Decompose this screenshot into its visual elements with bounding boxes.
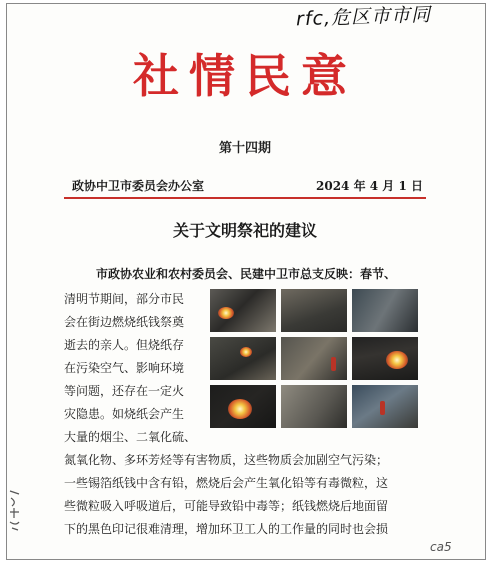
document-title: 关于文明祭祀的建议 <box>172 221 317 240</box>
body-line: 氮氧化物、多环芳烃等有害物质，这些物质会加剧空气污染； <box>64 453 389 467</box>
body-line: 在污染空气、影响环境 <box>64 361 185 375</box>
publish-date: 2024 年 4 月 1 日 <box>316 179 423 193</box>
header-divider <box>64 197 426 199</box>
cleanup-photo <box>352 385 418 428</box>
street-photo <box>352 289 418 332</box>
body-line: 等问题，还存在一定火 <box>64 384 185 398</box>
body-line: 逝去的亲人。但烧纸存 <box>64 338 185 352</box>
body-line: 灾隐患。如烧纸会产生 <box>64 407 185 421</box>
ash-stain-photo <box>281 385 347 428</box>
photo-grid <box>210 289 418 428</box>
body-line: 会在街边燃烧纸钱祭奠 <box>64 315 185 329</box>
handwritten-note: rfc,危区市市同 <box>295 3 432 31</box>
burning-photo <box>352 337 418 380</box>
masthead-title: 社情民意 <box>133 49 357 103</box>
margin-mark <box>7 488 23 536</box>
burning-photo <box>210 337 276 380</box>
cleanup-photo <box>281 337 347 380</box>
lead-sentence: 市政协农业和农村委员会、民建中卫市总支反映：春节、 <box>96 267 397 281</box>
body-line: 下的黑色印记很难清理，增加环卫工人的工作量的同时也会损 <box>64 522 389 536</box>
publisher: 政协中卫市委员会办公室 <box>72 179 205 193</box>
issue-number: 第十四期 <box>218 141 271 156</box>
body-line: 些微粒吸入呼吸道后，可能导致铅中毒等；纸钱燃烧后地面留 <box>64 499 389 513</box>
body-line: 大量的烟尘、二氧化硫、 <box>64 430 197 444</box>
street-photo <box>281 289 347 332</box>
body-line: 一些锡箔纸钱中含有铅，燃烧后会产生氧化铅等有毒微粒，这 <box>64 476 389 490</box>
burning-photo <box>210 289 276 332</box>
burning-photo <box>210 385 276 428</box>
page-mark: ca5 <box>430 540 452 554</box>
body-line: 清明节期间，部分市民 <box>64 292 185 306</box>
